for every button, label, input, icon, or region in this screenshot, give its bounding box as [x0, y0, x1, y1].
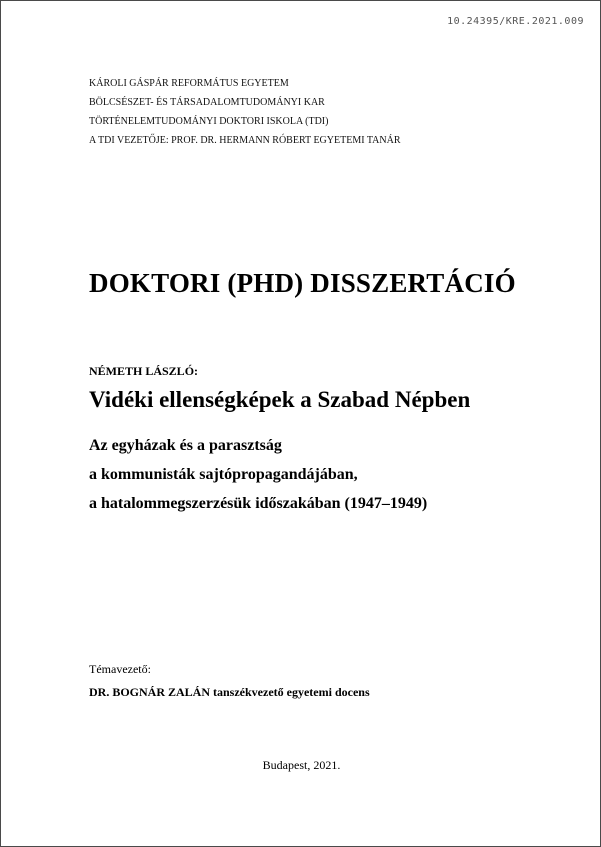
subtitle-line: a hatalommegszerzésük időszakában (1947–1949) — [89, 495, 428, 512]
supervisor-name: DR. BOGNÁR ZALÁN tanszékvezető egyetemi docens — [89, 685, 370, 699]
faculty-name: BÖLCSÉSZET- ÉS TÁRSADALOMTUDOMÁNYI KAR — [89, 97, 325, 108]
document-type-heading: DOKTORI (PHD) DISSZERTÁCIÓ — [89, 268, 516, 298]
subtitle-line: a kommunisták sajtópropagandájában, — [89, 466, 358, 483]
doi-identifier: 10.24395/KRE.2021.009 — [447, 16, 584, 27]
thesis-subtitle — [89, 431, 427, 518]
doctoral-school-head: A TDI VEZETŐJE: PROF. DR. HERMANN RÓBERT EGYETEMI TANÁR — [89, 135, 401, 146]
doctoral-school-name: TÖRTÉNELEMTUDOMÁNYI DOKTORI ISKOLA (TDI) — [89, 116, 329, 127]
subtitle-line: Az egyházak és a parasztság — [89, 437, 282, 454]
institution-header — [89, 74, 401, 150]
thesis-title: Vidéki ellenségképek a Szabad Népben — [89, 387, 471, 412]
university-name: KÁROLI GÁSPÁR REFORMÁTUS EGYETEM — [89, 78, 289, 89]
place-and-date: Budapest, 2021. — [262, 758, 341, 772]
supervisor-label: Témavezető: — [89, 662, 151, 676]
author-name: NÉMETH LÁSZLÓ: — [89, 364, 199, 378]
